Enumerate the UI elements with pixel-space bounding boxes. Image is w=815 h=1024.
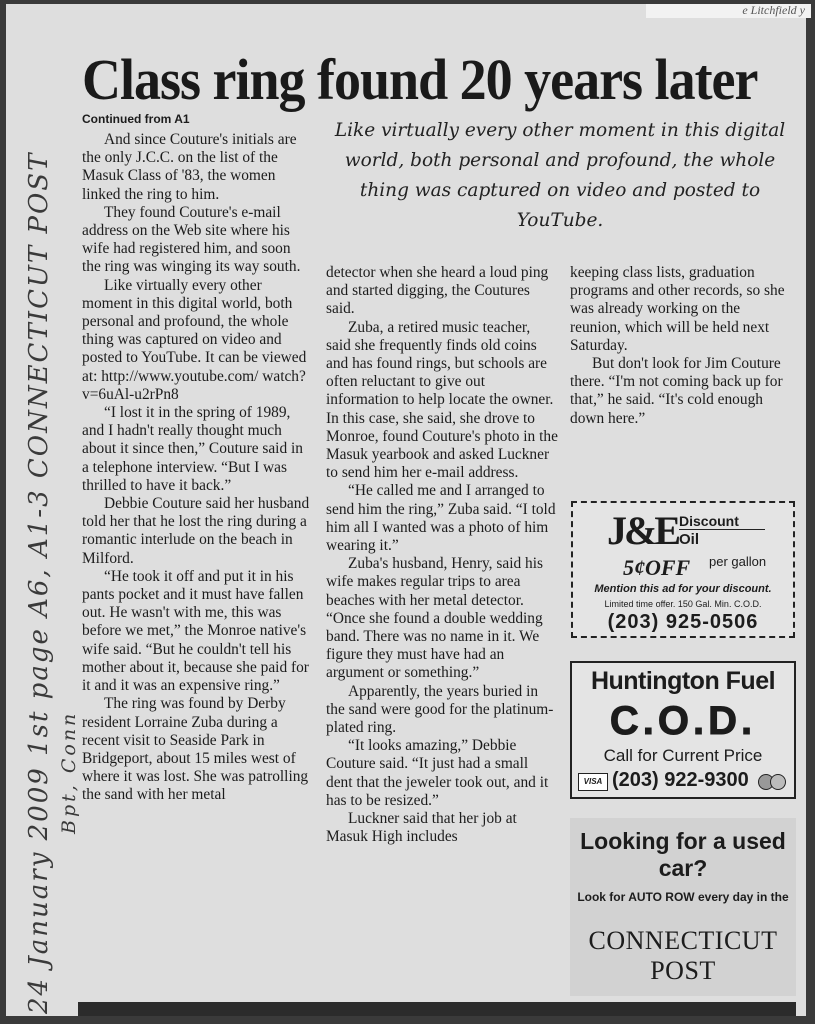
visa-card-icon: VISA (578, 773, 608, 791)
connecticut-post-ad (570, 818, 796, 996)
headline: Class ring found 20 years later (82, 47, 758, 113)
handwritten-line-1: 24 January 2009 1st page A6, A1-3 CONNECTICUT POST (24, 151, 54, 1014)
huntington-fuel-ad (570, 661, 796, 799)
article-column-3 (570, 264, 792, 428)
paragraph: detector when she heard a loud ping and started digging, the Coutures said. (326, 264, 549, 318)
paragraph: keeping class lists, graduation programs and other records, so she was already working on the reunion, which will be held next Saturday. (570, 264, 785, 354)
paragraph: Zuba's husband, Henry, said his wife makes regular trips to area beaches with her metal detector. “Once she found a double wedding band. There was no name in it. We figure they must have had an argument or something.” (326, 555, 543, 682)
paragraph: “I lost it in the spring of 1989, and I hadn't really thought much about it since then,” Couture said in a telephone interview. “But I was thrilled to have it back.” (82, 404, 303, 494)
handwritten-line-2: Bpt, Conn (58, 710, 80, 834)
hf-phone: (203) 922-9300 (612, 769, 749, 791)
je-mention-text: Mention this ad for your discount. (594, 583, 772, 595)
paragraph: The ring was found by Derby resident Lorraine Zuba during a recent visit to Seaside Park in Bridgeport, about 15 miles west of where it was lost. She was patrolling the sand with her metal (82, 695, 309, 804)
article-column-1 (82, 131, 312, 805)
je-offer: 5¢OFF (623, 555, 691, 580)
je-per-gallon: per gallon (709, 554, 767, 569)
cp-masthead: CONNECTICUT POST (588, 926, 778, 985)
paragraph: “He called me and I arranged to send him the ring,” Zuba said. “I told him all I wanted was a photo of him wearing it.” (326, 482, 556, 555)
je-logo: J&E (607, 508, 678, 553)
pull-quote: Like virtually every other moment in this digital world, both personal and profound, the whole thing was captured on video and posted to YouTube. (334, 120, 786, 231)
paragraph: Debbie Couture said her husband told her that he lost the ring during a romantic interlude on the beach in Milford. (82, 495, 310, 567)
paragraph: Luckner said that her job at Masuk High includes (326, 810, 517, 846)
mastercard-icon (756, 773, 790, 791)
paragraph: They found Couture's e-mail address on the Web site where his wife had registered him, and soon the ring was winging its way south. (82, 203, 301, 276)
paragraph: Apparently, the years buried in the sand were good for the platinum-plated ring. (326, 682, 554, 737)
paragraph: And since Couture's initials are the only J.C.C. on the list of the Masuk Class of '83, the women linked the ring to him. (82, 131, 297, 203)
je-phone: (203) 925-0506 (607, 611, 759, 633)
article-column-2 (326, 264, 558, 847)
je-discount-oil-ad (571, 501, 795, 638)
je-discount-label: Discount (679, 513, 765, 530)
hf-name: Huntington Fuel (590, 667, 776, 695)
paragraph: Like virtually every other moment in this digital world, both personal and profound, the whole thing was captured on video and posted to YouTube. It can be viewed at: http://www.youtube.com/ watch?v=6uAl-u2rPn8 (82, 276, 307, 403)
cp-subtext: Look for AUTO ROW every day in the (577, 890, 789, 904)
je-limited-text: Limited time offer. 150 Gal. Min. C.O.D. (604, 599, 762, 609)
continued-from-label: Continued from A1 (82, 112, 190, 126)
hf-call-text: Call for Current Price (603, 746, 763, 765)
paragraph: But don't look for Jim Couture there. “I'm not coming back up for that,” he said. “It's cold enough down here.” (570, 355, 783, 427)
cp-headline: Looking for a used car? (580, 828, 786, 881)
newspaper-clipping (6, 4, 806, 1016)
paragraph: “It looks amazing,” Debbie Couture said. “It just had a small dent that the jeweler took out, and it has to be resized.” (326, 737, 549, 809)
adjacent-page-fragment: e Litchfield y (646, 4, 811, 18)
paragraph: Zuba, a retired music teacher, said she frequently finds old coins and has found rings, but schools are often reluctant to give out information to help locate the owner. In this case, she said, she drove to Monroe, found Couture's photo in the Masuk yearbook and asked Luckner to send him her e-mail address. (326, 318, 558, 482)
handwritten-annotation (24, 114, 84, 1014)
je-oil-label: Oil (679, 531, 700, 548)
hf-cod: C.O.D. (609, 699, 757, 743)
paragraph: “He took it off and put it in his pants pocket and it must have fallen out. He wasn't with me, this was before we met,” the Monroe native's wife said. “But he couldn't tell his mother about it, because she paid for it and it was an expensive ring.” (82, 567, 309, 695)
